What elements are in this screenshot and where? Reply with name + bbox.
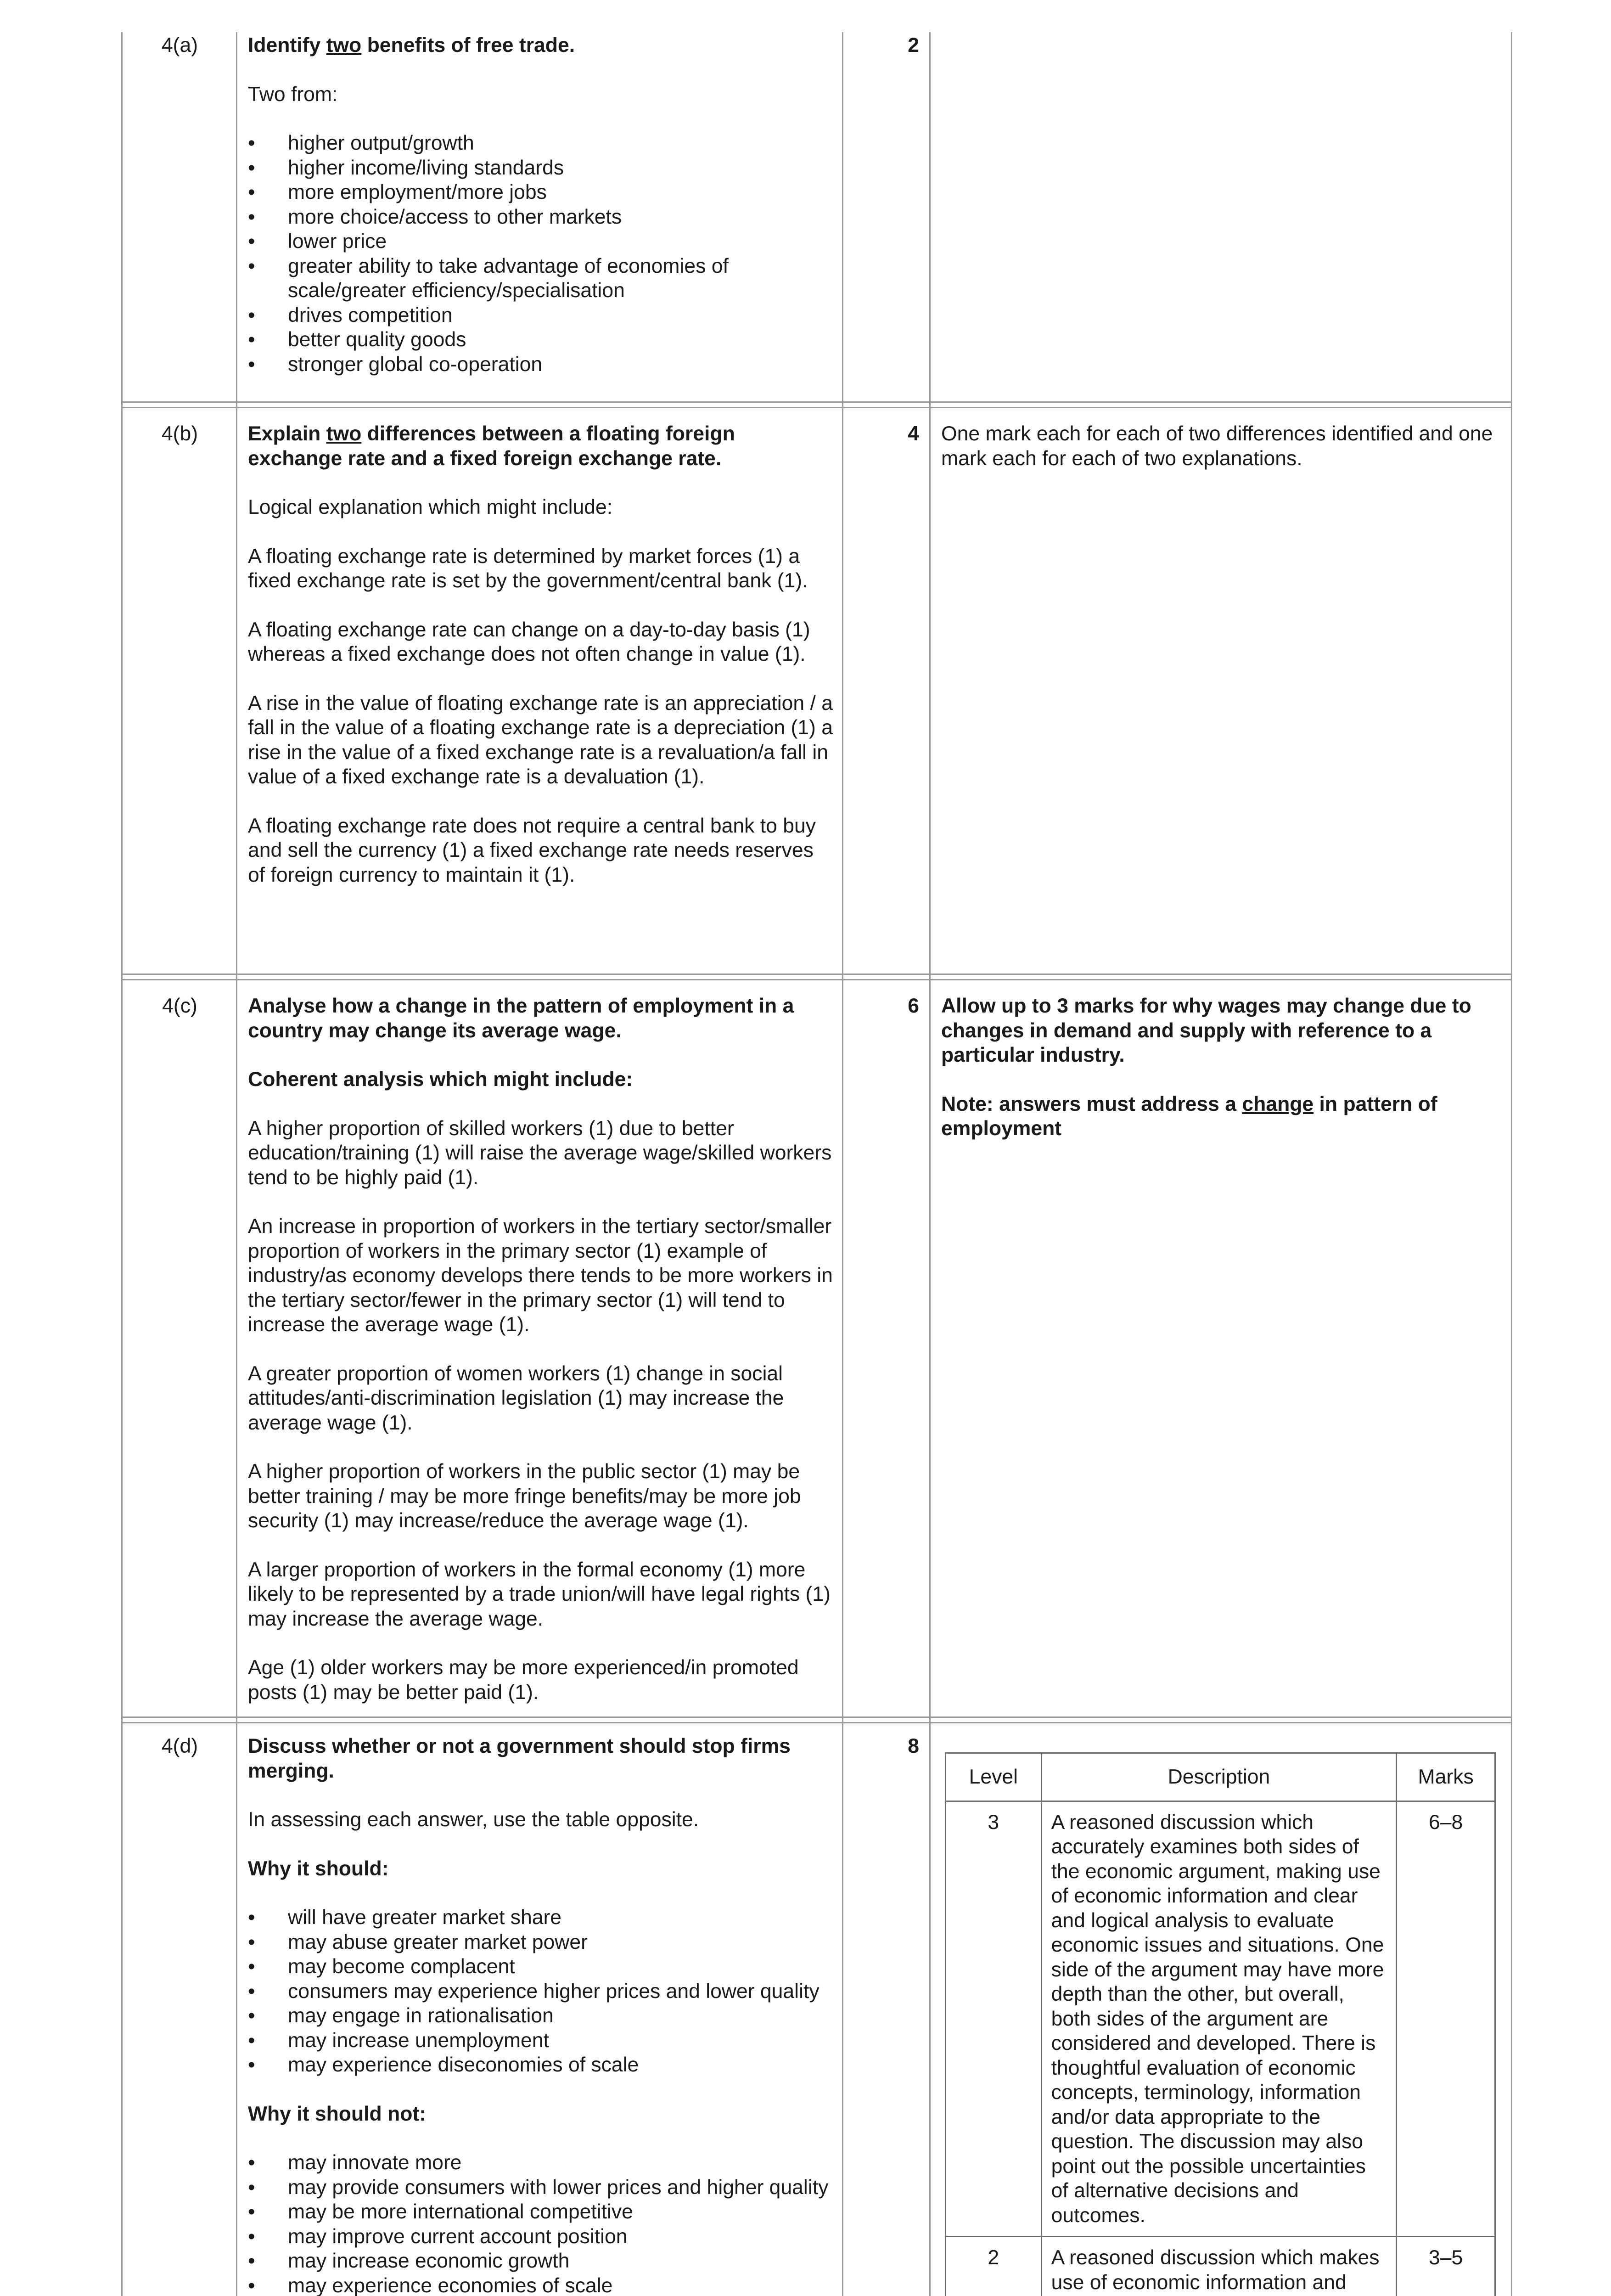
list-item: • will have greater market share [248, 1906, 562, 1929]
answer-paragraph: Age (1) older workers may be more experienced/in promoted posts (1) may be better paid (1). [248, 1656, 799, 1704]
column-divider-guidance [929, 32, 931, 2296]
answer-intro: Two from: [248, 83, 338, 106]
row-divider [121, 974, 1512, 975]
answer-bullet-list [248, 2150, 836, 2296]
list-item: • lower price [248, 230, 387, 253]
answer-cell [248, 994, 836, 1705]
list-item: • higher output/growth [248, 132, 474, 154]
list-item: • may increase unemployment [248, 2029, 549, 2052]
question-number: 4(a) [161, 34, 198, 56]
list-item: • may experience economies of scale [248, 2274, 613, 2296]
column-divider-marks [842, 32, 843, 2296]
answer-subheading: Coherent analysis which might include: [248, 1068, 633, 1091]
answer-paragraph: A rise in the value of floating exchange rate is an appreciation / a fall in the value of a floating exchange rate is a depreciation (1) a rise in the value of a fixed exchange rate is a revaluation/a fall in value of a fixed exchange rate is a devaluation (1). [248, 692, 833, 788]
row-divider [121, 407, 1512, 408]
column-divider-question [236, 32, 237, 2296]
list-item: • may experience diseconomies of scale [248, 2054, 639, 2076]
answer-paragraph: A larger proportion of workers in the formal economy (1) more likely to be represented by a trade union/will have legal rights (1) may increase the average wage. [248, 1558, 831, 1630]
guidance-cell [941, 994, 1501, 1141]
level-description: A reasoned discussion which accurately examines both sides of the economic argument, making use of economic information and clear and logical analysis to evaluate economic issues and situations. One side of the argument may have more depth than the other, but overall, both sides of the argument are considered and developed. There is thoughtful evaluation of economic concepts, terminology, information and/or data appropriate to the question. The discussion may also point out the possible uncertainties of alternative decisions and outcomes. [1041, 1801, 1397, 2237]
marks-value: 6 [908, 995, 919, 1017]
marks-value: 4 [908, 422, 919, 445]
column-header: Description [1041, 1753, 1397, 1801]
row-divider [121, 979, 1512, 980]
list-item: • more employment/more jobs [248, 181, 547, 203]
row-divider [121, 1716, 1512, 1718]
answer-cell [248, 422, 836, 887]
list-item: • may be more international competitive [248, 2200, 633, 2223]
list-item: • may provide consumers with lower prices and higher quality [248, 2176, 829, 2199]
answer-paragraph: A floating exchange rate does not require a central bank to buy and sell the currency (1) a fixed exchange rate needs reserves of foreign currency to maintain it (1). [248, 814, 816, 886]
answer-cell [248, 1734, 836, 2296]
level-value: 3 [946, 1801, 1042, 2237]
list-item: • higher income/living standards [248, 156, 564, 179]
answer-bullet-list [248, 131, 836, 377]
list-item: • may improve current account position [248, 2225, 628, 2248]
list-item: • stronger global co-operation [248, 353, 543, 376]
answer-subheading: Why it should: [248, 1857, 389, 1880]
list-item: • greater ability to take advantage of economies of scale/greater efficiency/specialisation [248, 254, 729, 302]
question-text: Identify two benefits of free trade. [248, 34, 575, 56]
answer-paragraph: Logical explanation which might include: [248, 496, 613, 518]
list-item: • may increase economic growth [248, 2250, 570, 2272]
answer-paragraph: A higher proportion of workers in the public sector (1) may be better training / may be more fringe benefits/may be more job security (1) may increase/reduce the average wage (1). [248, 1460, 801, 1532]
answer-paragraph: An increase in proportion of workers in the tertiary sector/smaller proportion of workers in the primary sector (1) example of industry/as economy develops there tends to be more workers in the tertiary sector/fewer in the primary sector (1) will tend to increase the average wage (1). [248, 1215, 833, 1336]
list-item: • may become complacent [248, 1955, 515, 1978]
question-number: 4(b) [161, 422, 198, 445]
list-item: • drives competition [248, 304, 453, 326]
list-item: • more choice/access to other markets [248, 205, 622, 228]
answer-paragraph: A floating exchange rate is determined by market forces (1) a fixed exchange rate is set by the government/central bank (1). [248, 545, 808, 592]
guidance-text: One mark each for each of two differences identified and one mark each for each of two explanations. [941, 422, 1493, 470]
marks-value: 2 [908, 34, 919, 56]
level-description: A reasoned discussion which makes use of economic information and [1041, 2237, 1397, 2296]
table-row [946, 1801, 1495, 2237]
answer-paragraph: A higher proportion of skilled workers (1) due to better education/training (1) will raise the average wage/skilled workers tend to be highly paid (1). [248, 1117, 832, 1189]
question-text: Explain two differences between a floating foreign exchange rate and a fixed foreign exchange rate. [248, 422, 735, 470]
level-marks: 6–8 [1397, 1801, 1495, 2237]
list-item: • better quality goods [248, 328, 466, 351]
list-item: • may engage in rationalisation [248, 2004, 554, 2027]
level-marks: 3–5 [1397, 2237, 1495, 2296]
question-text: Discuss whether or not a government should stop firms merging. [248, 1735, 791, 1782]
marks-value: 8 [908, 1735, 919, 1757]
column-header: Marks [1397, 1753, 1495, 1801]
table-border-left [121, 32, 123, 2296]
question-text: Analyse how a change in the pattern of employment in a country may change its average wage. [248, 995, 794, 1042]
answer-bullet-list [248, 1905, 836, 2077]
level-value: 2 [946, 2237, 1042, 2296]
answer-paragraph: A floating exchange rate can change on a day-to-day basis (1) whereas a fixed exchange does not often change in value (1). [248, 618, 810, 665]
level-descriptor-table [945, 1752, 1496, 2296]
table-border-right [1511, 32, 1512, 2296]
answer-subheading: Why it should not: [248, 2102, 427, 2125]
answer-paragraph: A greater proportion of women workers (1) change in social attitudes/anti-discrimination legislation (1) may increase the average wage (1). [248, 1362, 784, 1434]
guidance-text: Allow up to 3 marks for why wages may change due to changes in demand and supply with reference to a particular industry. [941, 995, 1471, 1066]
answer-intro: In assessing each answer, use the table opposite. [248, 1808, 699, 1831]
table-header-row [946, 1753, 1495, 1801]
guidance-note: Note: answers must address a change in pattern of employment [941, 1092, 1437, 1140]
list-item: • may innovate more [248, 2151, 462, 2174]
column-header: Level [946, 1753, 1042, 1801]
list-item: • may abuse greater market power [248, 1930, 588, 1953]
answer-cell [248, 33, 836, 377]
row-divider [121, 401, 1512, 403]
question-number: 4(d) [161, 1735, 198, 1757]
list-item: • consumers may experience higher prices and lower quality [248, 1980, 820, 2003]
row-divider [121, 1722, 1512, 1723]
question-number: 4(c) [162, 995, 197, 1017]
table-row [946, 2237, 1495, 2296]
